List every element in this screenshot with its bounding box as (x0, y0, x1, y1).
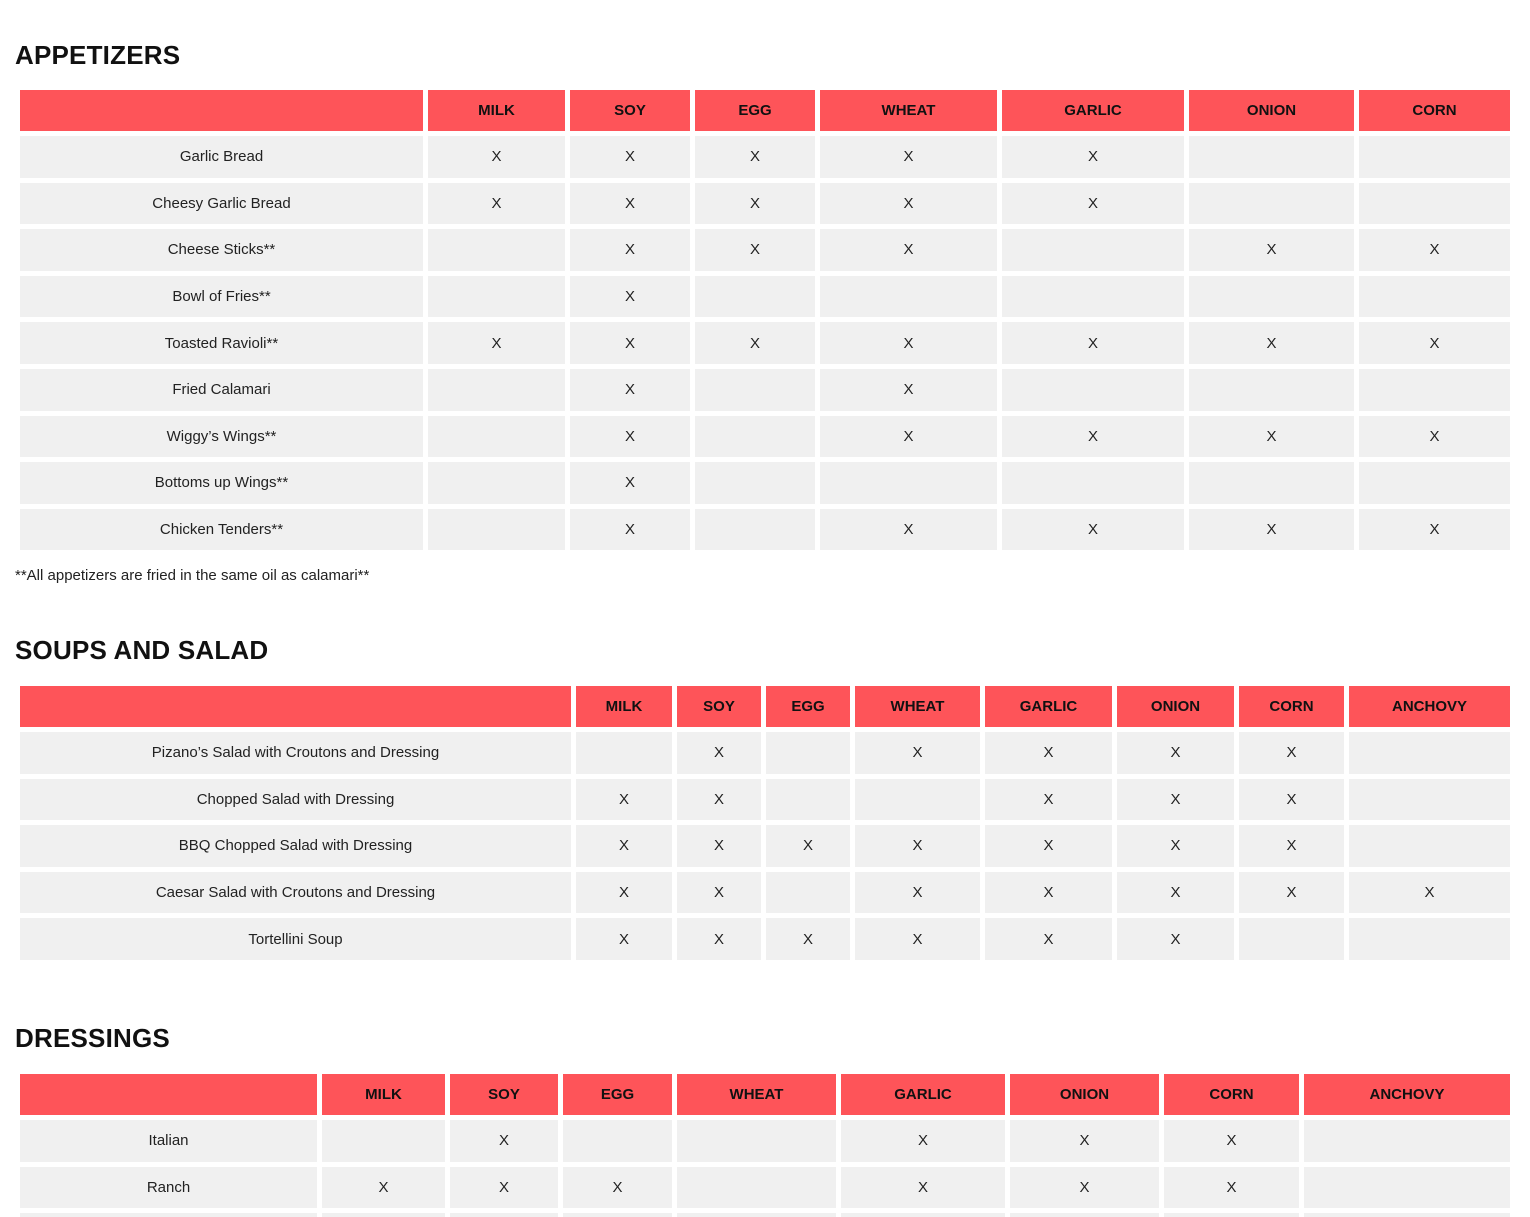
menu-item-name: Fried Calamari (20, 369, 423, 411)
column-header-milk: MILK (322, 1074, 445, 1115)
allergen-cell-onion (1189, 136, 1354, 178)
column-header-soy: SOY (570, 90, 690, 131)
allergen-cell-egg (766, 732, 850, 774)
allergen-cell-milk (428, 509, 565, 551)
allergen-cell-corn: X (1239, 872, 1344, 914)
menu-item-name: Italian (20, 1120, 317, 1162)
allergen-cell-corn (1164, 1213, 1299, 1217)
menu-item-name: Chicken Tenders** (20, 509, 423, 551)
allergen-cell-garlic: X (1002, 322, 1184, 364)
allergen-cell-milk (428, 416, 565, 458)
column-header-corn: CORN (1359, 90, 1510, 131)
allergen-cell-egg: X (766, 825, 850, 867)
allergen-cell-milk: X (576, 825, 672, 867)
allergen-cell-garlic (1002, 462, 1184, 504)
allergen-cell-wheat: X (820, 369, 997, 411)
allergen-cell-onion (1189, 183, 1354, 225)
allergen-cell-anchovy (1349, 825, 1510, 867)
allergen-cell-wheat (677, 1213, 836, 1217)
table-row (20, 136, 1510, 178)
allergen-cell-garlic: X (1002, 183, 1184, 225)
allergen-cell-onion: X (1010, 1120, 1159, 1162)
column-header-onion: ONION (1189, 90, 1354, 131)
dressings-section (15, 1023, 1510, 1054)
appetizers-section (15, 40, 1510, 71)
allergen-cell-wheat: X (820, 322, 997, 364)
allergen-cell-wheat (855, 779, 980, 821)
allergen-cell-corn: X (1359, 509, 1510, 551)
allergen-cell-milk (576, 732, 672, 774)
menu-item-name: Cheese Sticks** (20, 229, 423, 271)
allergen-cell-onion: X (1117, 918, 1234, 960)
soups-salad-title: SOUPS AND SALAD (15, 635, 269, 665)
allergen-cell-soy: X (570, 183, 690, 225)
allergen-cell-soy: X (450, 1167, 558, 1209)
allergen-cell-onion: X (1117, 732, 1234, 774)
allergen-cell-egg: X (766, 918, 850, 960)
item-column-header (20, 686, 571, 727)
column-header-corn: CORN (1239, 686, 1344, 727)
allergen-cell-garlic: X (985, 732, 1112, 774)
table-row (20, 229, 1510, 271)
column-header-soy: SOY (450, 1074, 558, 1115)
allergen-cell-egg: X (695, 183, 815, 225)
allergen-cell-milk: X (576, 872, 672, 914)
allergen-cell-wheat: X (820, 229, 997, 271)
table-row (20, 276, 1510, 318)
table-row (20, 416, 1510, 458)
allergen-cell-corn: X (1359, 229, 1510, 271)
table-row (20, 322, 1510, 364)
table-row (20, 779, 1510, 821)
allergen-cell-corn (1359, 136, 1510, 178)
menu-item-name: BBQ Chopped Salad with Dressing (20, 825, 571, 867)
column-header-milk: MILK (576, 686, 672, 727)
allergen-cell-corn (1359, 369, 1510, 411)
allergen-cell-egg: X (695, 136, 815, 178)
table-row (20, 732, 1510, 774)
column-header-anchovy: ANCHOVY (1304, 1074, 1510, 1115)
allergen-cell-onion (1189, 462, 1354, 504)
allergen-cell-egg (695, 276, 815, 318)
table-header-row (20, 1074, 1510, 1115)
allergen-cell-garlic: X (985, 872, 1112, 914)
menu-item-name: Bowl of Fries** (20, 276, 423, 318)
allergen-cell-egg (766, 779, 850, 821)
allergen-cell-milk (428, 276, 565, 318)
appetizers-title: APPETIZERS (15, 40, 181, 70)
allergen-cell-anchovy (1304, 1213, 1510, 1217)
allergen-cell-garlic (1002, 276, 1184, 318)
allergen-cell-corn (1359, 183, 1510, 225)
allergen-cell-egg: X (563, 1167, 672, 1209)
menu-item-name: Garlic Bread (20, 136, 423, 178)
allergen-cell-anchovy (1304, 1167, 1510, 1209)
allergen-cell-wheat: X (820, 136, 997, 178)
table-row (20, 1120, 1510, 1162)
allergen-cell-milk: X (428, 183, 565, 225)
allergen-cell-milk: X (322, 1167, 445, 1209)
allergen-cell-corn: X (1239, 732, 1344, 774)
allergen-cell-anchovy (1349, 732, 1510, 774)
column-header-wheat: WHEAT (677, 1074, 836, 1115)
allergen-cell-corn: X (1239, 779, 1344, 821)
allergen-cell-corn: X (1359, 416, 1510, 458)
menu-item-name: Wiggy’s Wings** (20, 416, 423, 458)
allergen-cell-egg (563, 1213, 672, 1217)
allergen-cell-onion: X (1189, 229, 1354, 271)
allergen-cell-milk (322, 1213, 445, 1217)
allergen-cell-onion: X (1189, 509, 1354, 551)
allergen-cell-onion (1189, 369, 1354, 411)
allergen-cell-soy: X (570, 276, 690, 318)
allergen-cell-soy: X (677, 872, 761, 914)
allergen-cell-egg (766, 872, 850, 914)
allergen-cell-corn (1239, 918, 1344, 960)
allergen-cell-corn: X (1164, 1167, 1299, 1209)
allergen-cell-milk: X (428, 136, 565, 178)
allergen-cell-soy: X (570, 136, 690, 178)
column-header-egg: EGG (695, 90, 815, 131)
table-row (20, 918, 1510, 960)
allergen-cell-onion: X (1117, 825, 1234, 867)
column-header-soy: SOY (677, 686, 761, 727)
allergen-cell-milk (428, 462, 565, 504)
allergen-cell-garlic (841, 1213, 1005, 1217)
soups-salad-section (15, 635, 1510, 666)
dressings-table (15, 1069, 1515, 1217)
allergen-cell-onion: X (1189, 416, 1354, 458)
allergen-cell-wheat: X (855, 872, 980, 914)
table-row (20, 462, 1510, 504)
table-row (20, 1213, 1510, 1217)
allergen-cell-milk: X (428, 322, 565, 364)
menu-item-name: Bottoms up Wings** (20, 462, 423, 504)
allergen-cell-soy: X (450, 1120, 558, 1162)
column-header-garlic: GARLIC (985, 686, 1112, 727)
column-header-milk: MILK (428, 90, 565, 131)
allergen-cell-garlic: X (841, 1167, 1005, 1209)
menu-item-name: Toasted Ravioli** (20, 322, 423, 364)
allergen-cell-milk: X (576, 918, 672, 960)
allergen-cell-wheat: X (855, 825, 980, 867)
table-row (20, 183, 1510, 225)
allergen-cell-wheat (677, 1167, 836, 1209)
menu-item-name: Tortellini Soup (20, 918, 571, 960)
allergen-cell-garlic: X (1002, 416, 1184, 458)
allergen-cell-anchovy (1304, 1120, 1510, 1162)
allergen-cell-soy: X (570, 229, 690, 271)
allergen-cell-onion (1189, 276, 1354, 318)
allergen-cell-soy: X (677, 825, 761, 867)
allergen-cell-milk (428, 369, 565, 411)
allergen-cell-egg (563, 1120, 672, 1162)
table-header-row (20, 686, 1510, 727)
allergen-cell-soy: X (570, 462, 690, 504)
column-header-onion: ONION (1010, 1074, 1159, 1115)
dressings-title: DRESSINGS (15, 1023, 170, 1053)
column-header-garlic: GARLIC (1002, 90, 1184, 131)
allergen-cell-onion: X (1117, 779, 1234, 821)
allergen-cell-milk: X (576, 779, 672, 821)
allergen-cell-egg: X (695, 229, 815, 271)
allergen-cell-garlic (1002, 369, 1184, 411)
column-header-egg: EGG (563, 1074, 672, 1115)
table-row (20, 369, 1510, 411)
allergen-cell-corn (1359, 462, 1510, 504)
allergen-cell-egg (695, 509, 815, 551)
allergen-cell-garlic: X (841, 1120, 1005, 1162)
column-header-garlic: GARLIC (841, 1074, 1005, 1115)
allergen-cell-egg (695, 416, 815, 458)
column-header-egg: EGG (766, 686, 850, 727)
menu-item-name (20, 1213, 317, 1217)
table-row (20, 1167, 1510, 1209)
allergen-cell-soy: X (570, 322, 690, 364)
allergen-cell-wheat: X (855, 732, 980, 774)
table-row (20, 509, 1510, 551)
allergen-cell-milk (322, 1120, 445, 1162)
item-column-header (20, 1074, 317, 1115)
allergen-cell-corn (1359, 276, 1510, 318)
allergen-cell-egg (695, 462, 815, 504)
allergen-cell-soy: X (677, 918, 761, 960)
allergen-cell-wheat (820, 276, 997, 318)
allergen-cell-corn: X (1239, 825, 1344, 867)
menu-item-name: Ranch (20, 1167, 317, 1209)
allergen-cell-wheat (820, 462, 997, 504)
menu-item-name: Chopped Salad with Dressing (20, 779, 571, 821)
menu-item-name: Caesar Salad with Croutons and Dressing (20, 872, 571, 914)
column-header-wheat: WHEAT (820, 90, 997, 131)
allergen-cell-wheat: X (820, 416, 997, 458)
table-row (20, 872, 1510, 914)
allergen-cell-anchovy (1349, 918, 1510, 960)
menu-item-name: Cheesy Garlic Bread (20, 183, 423, 225)
allergen-cell-soy (450, 1213, 558, 1217)
column-header-anchovy: ANCHOVY (1349, 686, 1510, 727)
appetizers-table (15, 85, 1515, 555)
allergen-cell-anchovy: X (1349, 872, 1510, 914)
allergen-cell-onion: X (1117, 872, 1234, 914)
allergen-cell-onion: X (1189, 322, 1354, 364)
allergen-cell-garlic: X (985, 779, 1112, 821)
allergen-cell-soy: X (677, 779, 761, 821)
allergen-cell-corn: X (1359, 322, 1510, 364)
column-header-corn: CORN (1164, 1074, 1299, 1115)
column-header-onion: ONION (1117, 686, 1234, 727)
allergen-cell-milk (428, 229, 565, 271)
allergen-cell-wheat: X (820, 509, 997, 551)
table-row (20, 825, 1510, 867)
allergen-cell-wheat: X (855, 918, 980, 960)
soups-salad-table (15, 681, 1515, 965)
allergen-cell-onion (1010, 1213, 1159, 1217)
allergen-cell-garlic (1002, 229, 1184, 271)
allergen-cell-egg (695, 369, 815, 411)
allergen-cell-soy: X (570, 369, 690, 411)
column-header-wheat: WHEAT (855, 686, 980, 727)
allergen-cell-soy: X (570, 416, 690, 458)
allergen-cell-wheat (677, 1120, 836, 1162)
allergen-cell-anchovy (1349, 779, 1510, 821)
allergen-cell-egg: X (695, 322, 815, 364)
allergen-cell-garlic: X (1002, 136, 1184, 178)
item-column-header (20, 90, 423, 131)
menu-item-name: Pizano’s Salad with Croutons and Dressing (20, 732, 571, 774)
allergen-cell-garlic: X (985, 825, 1112, 867)
allergen-cell-garlic: X (1002, 509, 1184, 551)
allergen-cell-soy: X (570, 509, 690, 551)
table-header-row (20, 90, 1510, 131)
allergen-cell-wheat: X (820, 183, 997, 225)
allergen-cell-onion: X (1010, 1167, 1159, 1209)
allergen-cell-soy: X (677, 732, 761, 774)
allergen-cell-garlic: X (985, 918, 1112, 960)
allergen-cell-corn: X (1164, 1120, 1299, 1162)
appetizers-footnote: **All appetizers are fried in the same oil as calamari** (15, 567, 370, 584)
